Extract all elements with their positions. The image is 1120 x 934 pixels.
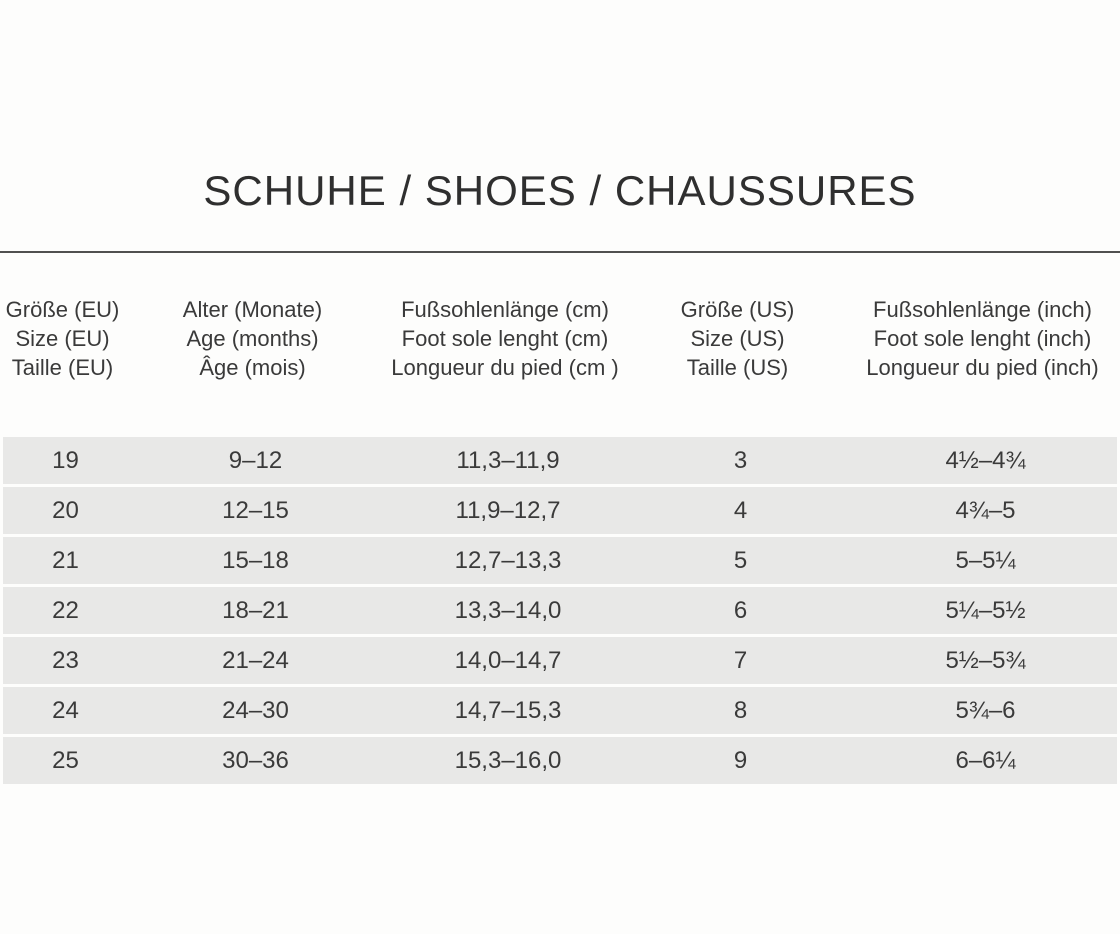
cell-size-us: 7: [733, 646, 748, 674]
header-line-de: Fußsohlenlänge (cm): [401, 297, 609, 322]
column-header-size-eu: [0, 295, 125, 382]
cell-size-eu: 23: [52, 646, 79, 674]
header-line-en: Size (US): [690, 326, 785, 351]
header-line-en: Size (EU): [15, 326, 110, 351]
table-row: [3, 437, 1117, 484]
cell-sole-cm: 14,0–14,7: [454, 646, 562, 674]
column-header-age-months: [125, 295, 380, 382]
table-row: [3, 487, 1117, 534]
column-header-foot-sole-length-cm: [380, 295, 630, 382]
table-body: [0, 437, 1120, 784]
cell-size-us: 3: [733, 446, 748, 474]
table-header: [0, 295, 1120, 382]
header-line-en: Foot sole lenght (inch): [873, 326, 1092, 351]
cell-sole-inch: 6–6¼: [955, 746, 1016, 774]
header-line-de: Größe (EU): [5, 297, 120, 322]
header-line-en: Age (months): [186, 326, 319, 351]
header-line-fr: Longueur du pied (inch): [866, 355, 1099, 380]
cell-sole-inch: 4¾–5: [955, 496, 1016, 524]
cell-size-eu: 24: [52, 696, 79, 724]
cell-size-us: 5: [733, 546, 748, 574]
column-header-size-us: [630, 295, 845, 382]
cell-sole-cm: 13,3–14,0: [454, 596, 562, 624]
cell-sole-cm: 11,3–11,9: [456, 446, 560, 474]
header-line-de: Alter (Monate): [182, 297, 323, 322]
cell-sole-cm: 15,3–16,0: [454, 746, 562, 774]
cell-age-months: 15–18: [222, 546, 289, 574]
cell-size-us: 8: [733, 696, 748, 724]
cell-age-months: 24–30: [222, 696, 289, 724]
title-divider: [0, 251, 1120, 253]
header-line-fr: Âge (mois): [199, 355, 306, 380]
cell-size-us: 9: [733, 746, 748, 774]
header-line-en: Foot sole lenght (cm): [401, 326, 609, 351]
cell-size-eu: 21: [52, 546, 79, 574]
table-row: [3, 637, 1117, 684]
page-title: SCHUHE / SHOES / CHAUSSURES: [203, 167, 917, 214]
cell-sole-cm: 12,7–13,3: [454, 546, 562, 574]
cell-size-eu: 22: [52, 596, 79, 624]
cell-age-months: 21–24: [222, 646, 289, 674]
cell-size-eu: 20: [52, 496, 79, 524]
cell-sole-inch: 5–5¼: [955, 546, 1016, 574]
cell-size-eu: 25: [52, 746, 79, 774]
table-row: [3, 587, 1117, 634]
cell-age-months: 30–36: [222, 746, 289, 774]
header-line-fr: Longueur du pied (cm ): [391, 355, 619, 380]
header-line-fr: Taille (EU): [11, 355, 114, 380]
cell-size-eu: 19: [52, 446, 79, 474]
cell-age-months: 18–21: [222, 596, 289, 624]
table-row: [3, 687, 1117, 734]
cell-sole-inch: 4½–4¾: [945, 446, 1026, 474]
cell-size-us: 6: [733, 596, 748, 624]
table-row: [3, 537, 1117, 584]
table-row: [3, 737, 1117, 784]
cell-age-months: 12–15: [222, 496, 289, 524]
cell-sole-inch: 5¼–5½: [945, 596, 1026, 624]
cell-sole-inch: 5¾–6: [955, 696, 1016, 724]
header-line-fr: Taille (US): [686, 355, 789, 380]
cell-sole-cm: 14,7–15,3: [454, 696, 562, 724]
header-line-de: Größe (US): [680, 297, 795, 322]
cell-sole-cm: 11,9–12,7: [455, 496, 561, 524]
header-line-de: Fußsohlenlänge (inch): [873, 297, 1092, 322]
cell-sole-inch: 5½–5¾: [945, 646, 1026, 674]
cell-size-us: 4: [733, 496, 748, 524]
column-header-foot-sole-length-inch: [845, 295, 1120, 382]
cell-age-months: 9–12: [228, 446, 283, 474]
